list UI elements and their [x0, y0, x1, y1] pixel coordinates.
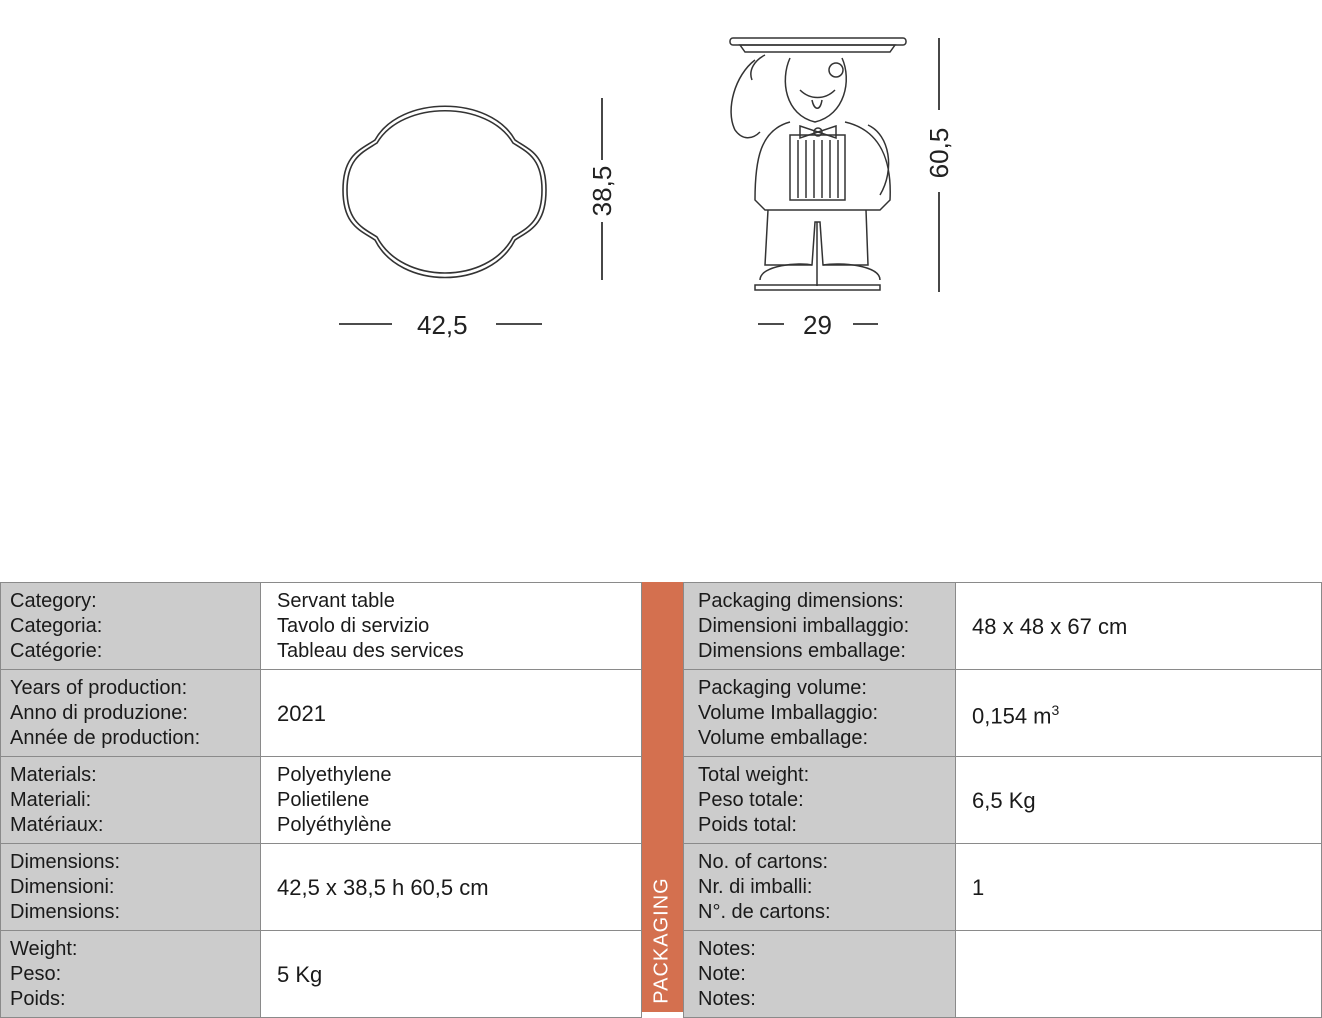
- packaging-row: [684, 757, 1322, 844]
- spec-value: Tableau des services: [277, 639, 464, 662]
- spec-label: Weight:: [10, 937, 78, 960]
- packaging-field-label: Poids total:: [698, 813, 797, 836]
- spec-value: Tavolo di servizio: [277, 614, 430, 637]
- spec-label: Dimensions:: [10, 850, 121, 873]
- top-view-depth-label: 38,5: [587, 165, 617, 217]
- spec-value: Polietilene: [277, 788, 370, 811]
- spec-label: Peso:: [10, 962, 62, 985]
- packaging-field-label: Note:: [698, 962, 746, 985]
- spec-label-cell: [1, 583, 261, 670]
- packaging-label-cell: [684, 583, 956, 670]
- packaging-field-label: Volume emballage:: [698, 726, 869, 749]
- packaging-field-label: Peso totale:: [698, 788, 804, 811]
- spec-label: Materiali:: [10, 788, 92, 811]
- spec-row: [1, 844, 642, 931]
- spec-label: Poids:: [10, 987, 66, 1010]
- packaging-spec-table: [683, 582, 1322, 1018]
- spec-value: Polyéthylène: [277, 813, 392, 836]
- packaging-row: [684, 931, 1322, 1018]
- spec-value-cell: [261, 670, 642, 757]
- spec-row: [1, 670, 642, 757]
- packaging-label-cell: [684, 670, 956, 757]
- packaging-field-label: Dimensions emballage:: [698, 639, 906, 662]
- packaging-row: [684, 844, 1322, 931]
- front-view-height-label: 60,5: [924, 127, 954, 179]
- spec-value-cell: [261, 931, 642, 1018]
- spec-label-cell: [1, 670, 261, 757]
- packaging-value: 1: [972, 874, 985, 900]
- spec-label: Years of production:: [10, 676, 188, 699]
- packaging-label-cell: [684, 844, 956, 931]
- packaging-field-label: No. of cartons:: [698, 850, 829, 873]
- spec-row: [1, 757, 642, 844]
- spec-label: Dimensioni:: [10, 875, 115, 898]
- spec-label-cell: [1, 844, 261, 931]
- packaging-field-label: Nr. di imballi:: [698, 875, 813, 898]
- drawing-canvas: [0, 0, 1322, 380]
- spec-value-cell: [261, 844, 642, 931]
- packaging-value: 6,5 Kg: [972, 787, 1036, 813]
- spec-label: Materials:: [10, 763, 97, 786]
- packaging-label-cell: [684, 757, 956, 844]
- packaging-value-cell: [956, 931, 1322, 1018]
- packaging-row: [684, 583, 1322, 670]
- front-view-width-label: 29: [803, 310, 832, 340]
- packaging-value-cell: [956, 757, 1322, 844]
- spec-value-cell: [261, 757, 642, 844]
- spec-label: Anno di produzione:: [10, 701, 188, 724]
- spec-value: 2021: [277, 700, 326, 726]
- packaging-label-cell: [684, 931, 956, 1018]
- spec-value: Polyethylene: [277, 763, 392, 786]
- spec-label: Category:: [10, 589, 97, 612]
- spec-label-cell: [1, 757, 261, 844]
- packaging-field-label: Total weight:: [698, 763, 810, 786]
- top-view-width-label: 42,5: [417, 310, 468, 340]
- technical-drawings: [0, 0, 1322, 380]
- packaging-value-cell: [956, 583, 1322, 670]
- packaging-value-cell: [956, 670, 1322, 757]
- spec-row: [1, 583, 642, 670]
- top-view-drawing: [343, 106, 546, 277]
- spec-label: Matériaux:: [10, 813, 104, 836]
- spec-value: Servant table: [277, 589, 395, 612]
- packaging-value-superscript: 3: [1051, 701, 1060, 718]
- spec-value: 5 Kg: [277, 961, 323, 987]
- spec-label-cell: [1, 931, 261, 1018]
- product-spec-table: [0, 582, 642, 1018]
- spec-label: Catégorie:: [10, 639, 103, 662]
- packaging-value: 48 x 48 x 67 cm: [972, 613, 1128, 639]
- spec-tables: [0, 582, 1322, 1012]
- packaging-field-label: Volume Imballaggio:: [698, 701, 879, 724]
- spec-value: 42,5 x 38,5 h 60,5 cm: [277, 874, 489, 900]
- spec-label: Dimensions:: [10, 900, 121, 923]
- packaging-field-label: Notes:: [698, 937, 756, 960]
- packaging-value: 0,154 m: [972, 703, 1052, 729]
- packaging-field-label: N°. de cartons:: [698, 900, 831, 923]
- spec-label: Categoria:: [10, 614, 103, 637]
- packaging-field-label: Notes:: [698, 987, 756, 1010]
- front-view-drawing: [730, 38, 906, 290]
- packaging-row: [684, 670, 1322, 757]
- packaging-label: PACKAGING: [651, 877, 673, 1004]
- packaging-field-label: Packaging dimensions:: [698, 589, 904, 612]
- packaging-field-label: Packaging volume:: [698, 676, 867, 699]
- packaging-field-label: Dimensioni imballaggio:: [698, 614, 910, 637]
- spec-value-cell: [261, 583, 642, 670]
- packaging-value-cell: [956, 844, 1322, 931]
- spec-label: Année de production:: [10, 726, 201, 749]
- spec-row: [1, 931, 642, 1018]
